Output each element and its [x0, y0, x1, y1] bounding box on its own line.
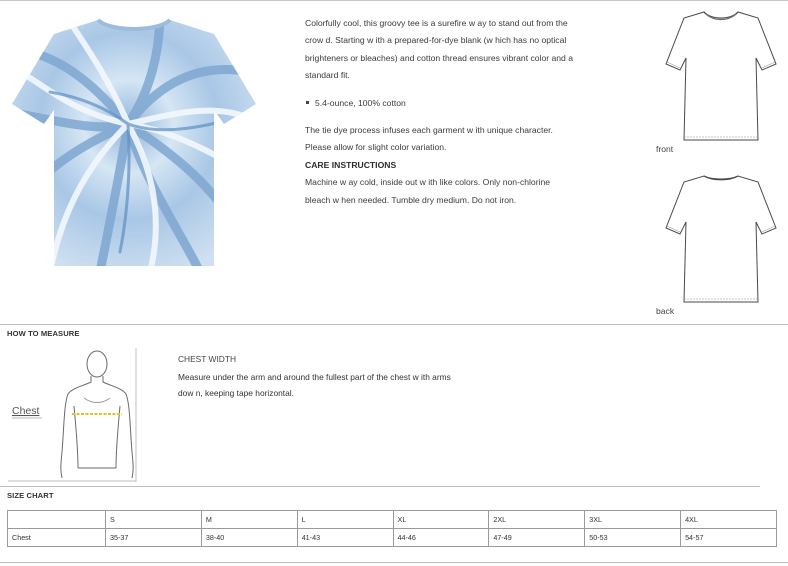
front-flat-sketch: [664, 8, 777, 142]
size-header-cell: 3XL: [585, 511, 681, 529]
bottom-divider: [0, 562, 788, 563]
size-header-cell: L: [297, 511, 393, 529]
chest-value-cell: 38-40: [201, 529, 297, 547]
chest-figure-label: Chest: [12, 405, 40, 417]
care-instructions-title: CARE INSTRUCTIONS: [305, 159, 397, 170]
chest-value-cell: 47-49: [489, 529, 585, 547]
chest-value-cell: 44-46: [393, 529, 489, 547]
product-description: [305, 15, 575, 209]
feature-bullet-text: 5.4-ounce, 100% cotton: [315, 97, 406, 108]
chest-size-row: [8, 529, 777, 547]
tie-dye-tshirt-image: [10, 12, 258, 272]
chest-width-title: CHEST WIDTH: [178, 354, 237, 364]
size-header-cell: M: [201, 511, 297, 529]
size-header-row: [8, 511, 777, 529]
body-measure-figure: [8, 348, 138, 482]
chest-value-cell: 54-57: [681, 529, 777, 547]
back-label: back: [656, 306, 675, 316]
bullet-icon: [306, 101, 309, 104]
chest-width-instructions: Measure under the arm and around the fullest part of the chest w ith arms dow n, keeping tape horizontal.: [178, 372, 451, 398]
care-instructions-text: Machine w ay cold, inside out w ith like colors. Only non-chlorine bleach w hen needed. Tumble dry medium. Do not iron.: [305, 177, 551, 205]
size-header-cell: 4XL: [681, 511, 777, 529]
section-divider: [0, 324, 788, 325]
size-chart-title: SIZE CHART: [7, 491, 54, 500]
size-header-cell: XL: [393, 511, 489, 529]
chest-value-cell: 41-43: [297, 529, 393, 547]
size-chart-table: [7, 510, 777, 547]
size-chart-divider: [0, 486, 760, 487]
description-paragraph-2: The tie dye process infuses each garment w ith unique character. Please allow for slight color variation.: [305, 125, 553, 153]
front-label: front: [656, 144, 674, 154]
chest-value-cell: 35-37: [106, 529, 202, 547]
chest-row-label: Chest: [8, 529, 106, 547]
how-to-measure-title: HOW TO MEASURE: [7, 329, 80, 338]
size-header-cell: 2XL: [489, 511, 585, 529]
description-paragraph-1: Colorfully cool, this groovy tee is a surefire w ay to stand out from the crow d. Starting w ith a prepared-for-dye blank (w hich has no optical brighteners or bleaches) and cotton thread ensures vibrant color and a standard fit.: [305, 18, 574, 81]
size-header-empty-cell: [8, 511, 106, 529]
top-border: [0, 0, 788, 1]
back-flat-sketch: [664, 172, 777, 304]
size-header-cell: S: [106, 511, 202, 529]
feature-bullet: [305, 95, 575, 112]
chest-value-cell: 50-53: [585, 529, 681, 547]
